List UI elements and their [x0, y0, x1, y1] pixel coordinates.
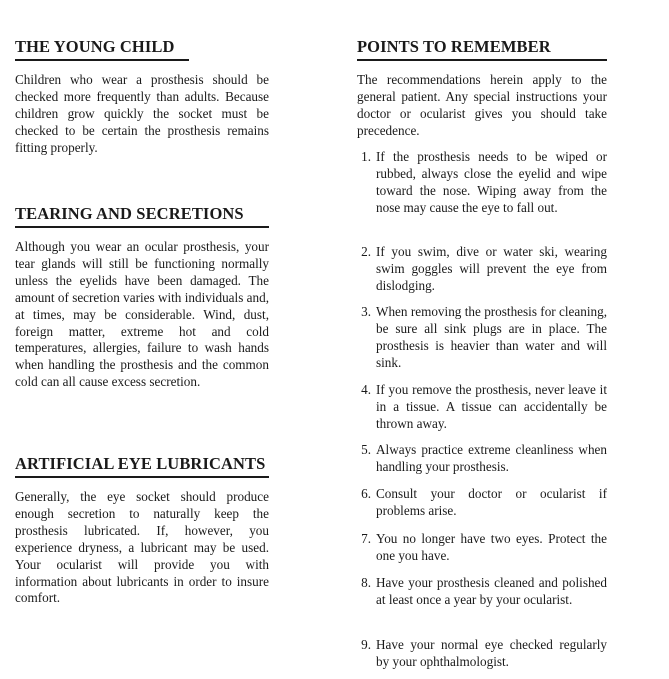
point-text: Always practice extreme cleanliness when handling your prosthesis.: [376, 442, 607, 474]
young-child-rule: [15, 59, 189, 61]
tearing-rule: [15, 226, 269, 228]
tearing-text: Although you wear an ocular prosthesis, your tear glands will still be functioning normally unless the eyelids have been damaged. The amount of secretion varies with individuals and, at times, may be considerable. Wind, dust, foreign matter, extreme hot and cold temperatures, allergies, failure to wash hands when handling the prosthesis and the common cold can all cause excess secretion.: [15, 239, 269, 390]
point-text: If the prosthesis needs to be wiped or rubbed, always close the eyelid and wipe toward the nose. Wiping away from the nose may cause the eye to fall out.: [376, 149, 607, 215]
points-heading: POINTS TO REMEMBER: [357, 37, 551, 56]
tearing-section: [15, 205, 269, 391]
point-text: If you swim, dive or water ski, wearing swim goggles will prevent the eye from dislodging.: [376, 244, 607, 293]
point-text: You no longer have two eyes. Protect the one you have.: [376, 531, 607, 563]
tearing-heading: TEARING AND SECRETIONS: [15, 204, 244, 223]
lubricants-heading: ARTIFICIAL EYE LUBRICANTS: [15, 454, 266, 473]
young-child-heading: THE YOUNG CHILD: [15, 37, 175, 56]
points-section: [357, 38, 607, 140]
young-child-section: [15, 38, 269, 157]
points-intro: The recommendations herein apply to the general patient. Any special instructions your doctor or ocularist gives you should take precedence.: [357, 72, 607, 138]
point-number: 2.: [361, 244, 371, 259]
point-text: Have your normal eye checked regularly by your ophthalmologist.: [376, 637, 607, 669]
point-number: 1.: [361, 149, 371, 164]
point-text: Consult your doctor or ocularist if problems arise.: [376, 486, 607, 518]
point-text: When removing the prosthesis for cleaning, be sure all sink plugs are in place. The prosthesis is heavier than water and will sink.: [376, 304, 607, 370]
point-number: 4.: [361, 382, 371, 397]
lubricants-rule: [15, 476, 269, 478]
young-child-text: Children who wear a prosthesis should be checked more frequently than adults. Because children grow quickly the socket must be checked to be certain the prosthesis remains fitting properly.: [15, 72, 269, 155]
point-number: 7.: [361, 531, 371, 546]
point-number: 9.: [361, 637, 371, 652]
point-number: 3.: [361, 304, 371, 319]
point-number: 6.: [361, 486, 371, 501]
point-number: 5.: [361, 442, 371, 457]
lubricants-section: [15, 455, 269, 607]
points-rule: [357, 59, 607, 61]
point-number: 8.: [361, 575, 371, 590]
lubricants-text: Generally, the eye socket should produce enough secretion to naturally keep the prosthesis lubricated. If, however, you experience dryness, a lubricant may be used. Your ocularist will provide you with information about lubricants in order to insure comfort.: [15, 489, 269, 606]
point-text: Have your prosthesis cleaned and polished at least once a year by your ocularist.: [376, 575, 607, 607]
point-text: If you remove the prosthesis, never leave it in a tissue. A tissue can accidentally be thrown away.: [376, 382, 607, 431]
